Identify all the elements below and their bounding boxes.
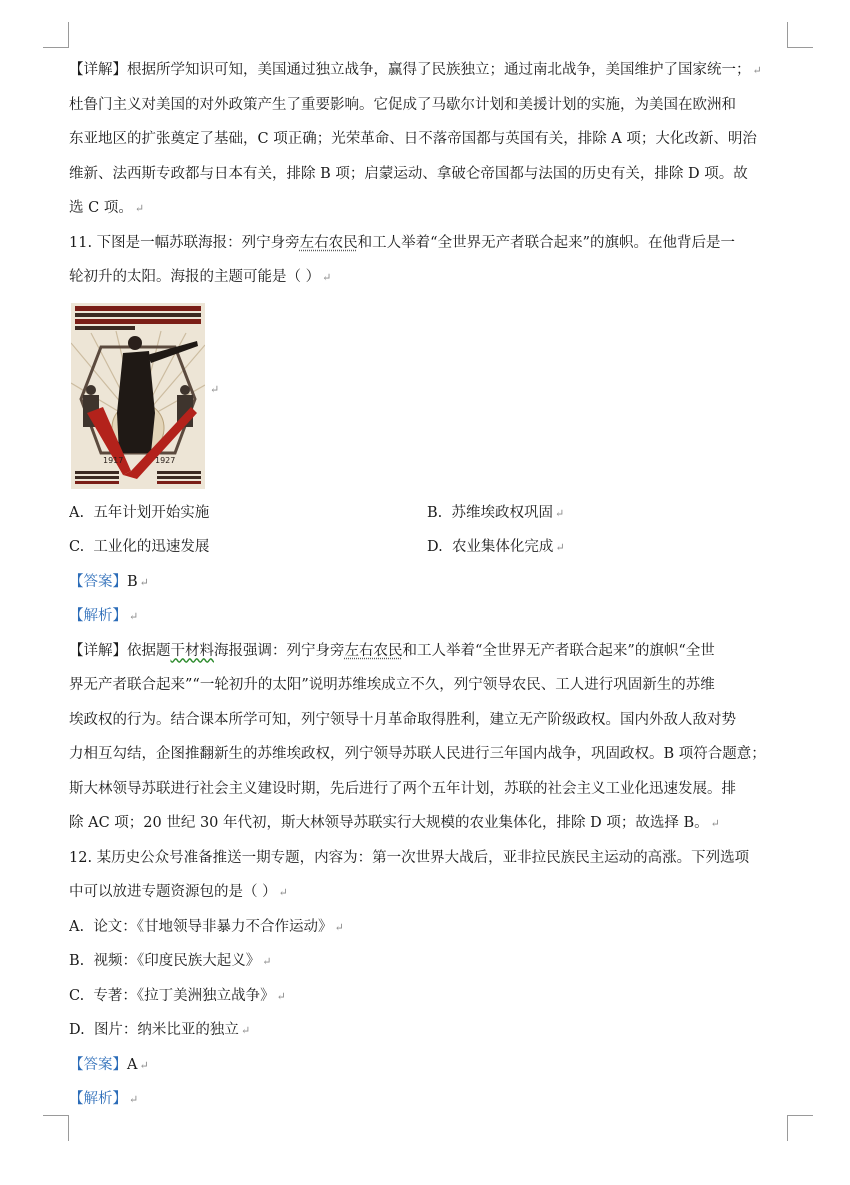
analysis-label: 【解析】 [69,1091,127,1107]
poster-year-left: 1917 [103,455,124,465]
detail-line: 维新、法西斯专政都与日本有关，排除 B 项；启蒙运动、拿破仑帝国都与法国的历史有关，排除 D 项。故 [69,165,748,182]
option-b[interactable]: B. 苏维埃政权巩固 ↵ [427,504,565,521]
option-d[interactable]: D. 图片：纳米比亚的独立 ↵ [69,1022,251,1038]
paragraph-mark-icon: ↵ [554,506,565,520]
paragraph-mark-icon: ↵ [139,1058,149,1072]
page-corner-mark-top-right [787,22,813,48]
page-corner-mark-bottom-right [787,1115,813,1141]
paragraph-mark-icon: ↵ [210,382,220,396]
paragraph-mark-icon: ↵ [334,920,344,934]
option-a[interactable]: A. 论文：《甘地领导非暴力不合作运动》 ↵ [69,918,344,935]
option-b[interactable]: B. 视频：《印度民族大起义》 ↵ [69,953,272,969]
paragraph-mark-icon: ↵ [752,64,762,77]
analysis-label: 【解析】 [69,608,127,624]
option-d[interactable]: D. 农业集体化完成 ↵ [427,539,565,555]
paragraph-mark-icon: ↵ [240,1024,251,1037]
document-body [69,53,789,1117]
soviet-poster-image [71,303,205,489]
option-row [69,530,789,565]
detail-label: 【详解】 [69,62,127,78]
answer-label: 【答案】 [69,1056,127,1073]
detail-line: 【详解】根据所学知识可知，美国通过独立战争，赢得了民族独立；通过南北战争，美国维护了国家统一； ↵ [69,62,762,78]
analysis-line [69,1082,789,1117]
option-a[interactable]: A. 五年计划开始实施 [69,504,210,521]
question-stem: 轮初升的太阳。海报的主题可能是（ ） ↵ [69,269,332,285]
detail-line: 界无产者联合起来”“一轮初升的太阳”说明苏维埃成立不久，列宁领导农民、工人进行巩固新生的苏维 [69,677,715,693]
answer-line [69,1048,789,1083]
detail-line: 除 AC 项；20 世纪 30 年代初，斯大林领导苏联实行大规模的农业集体化，排除 D 项；故选择 B。 ↵ [69,815,720,831]
detail-line: 杜鲁门主义对美国的对外政策产生了重要影响。它促成了马歇尔计划和美援计划的实施，为美国在欧洲和 [69,96,736,113]
paragraph-mark-icon: ↵ [555,541,565,554]
poster-figure-row [69,301,789,496]
paragraph-mark-icon: ↵ [129,1093,139,1106]
detail-line: 力相互勾结，企图推翻新生的苏维埃政权，列宁领导苏联人民进行三年国内战争，巩固政权。B 项符合题意； [69,746,766,762]
paragraph-mark-icon: ↵ [278,886,288,899]
detail-line: 斯大林领导苏联进行社会主义建设时期，先后进行了两个五年计划，苏联的社会主义工业化迅速发展。排 [69,780,736,797]
answer-line [69,565,789,600]
paragraph-mark-icon: ↵ [129,610,139,623]
paragraph-mark-icon: ↵ [262,955,272,968]
answer-label: 【答案】 [69,573,127,590]
question-stem: 12. 某历史公众号准备推送一期专题，内容为：第一次世界大战后，亚非拉民族民主运动的高涨。下列选项 [69,849,750,866]
page-corner-mark-bottom-left [43,1115,69,1141]
paragraph-mark-icon: ↵ [322,271,332,284]
answer-value: A [127,1056,138,1073]
paragraph-mark-icon: ↵ [276,989,286,1003]
detail-line: 选 C 项。 ↵ [69,200,145,216]
question-stem: 中可以放进专题资源包的是（ ） ↵ [69,884,288,900]
detail-line: 埃政权的行为。结合课本所学可知，列宁领导十月革命取得胜利，建立无产阶级政权。国内外敌人敌对势 [69,711,736,728]
detail-label: 【详解】 [69,642,127,659]
question-stem: 11. 下图是一幅苏联海报：列宁身旁左右农民和工人举着“全世界无产者联合起来”的旗帜。在他背后是一 [69,234,735,251]
option-c[interactable]: C. 专著：《拉丁美洲独立战争》 ↵ [69,987,286,1004]
detail-line: 【详解】依据题干材料海报强调：列宁身旁左右农民和工人举着“全世界无产者联合起来”的旗帜“全世 [69,642,715,659]
option-row [69,496,789,531]
page-corner-mark-top-left [43,22,69,48]
analysis-line [69,599,789,634]
detail-line: 东亚地区的扩张奠定了基础，C 项正确；光荣革命、日不落帝国都与英国有关，排除 A 项；大化改新、明治 [69,131,757,147]
answer-value: B [127,573,138,590]
paragraph-mark-icon: ↵ [710,817,720,830]
paragraph-mark-icon: ↵ [134,202,145,215]
option-c[interactable]: C. 工业化的迅速发展 [69,539,210,555]
paragraph-mark-icon: ↵ [139,575,149,589]
poster-year-right: 1927 [155,455,176,465]
